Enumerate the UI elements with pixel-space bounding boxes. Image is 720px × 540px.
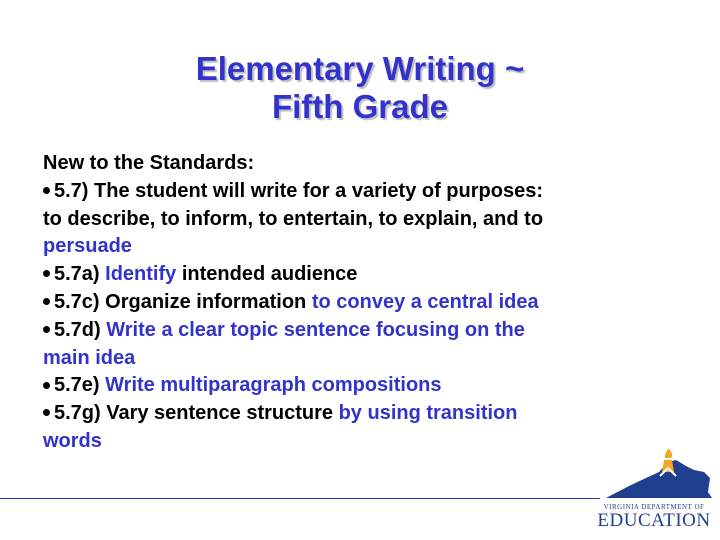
list-item [43,261,663,289]
list-item-text: main idea [43,346,136,369]
list-item [43,178,663,261]
list-item-text: 5.7c) Organize information [54,290,312,313]
list-item [43,372,663,400]
list-item-text: 5.7g) Vary sentence structure [54,402,339,425]
bullet-icon [43,187,50,194]
list-item-text: 5.7e) [54,374,106,397]
title-line-1: Elementary Writing ~ [195,50,525,87]
standards-list [43,178,663,456]
bullet-icon [43,382,50,389]
list-item-text: to convey a central idea [311,290,539,313]
footer-divider [0,498,600,499]
list-item [43,400,663,456]
slide-title [0,50,720,126]
bullet-icon [43,298,50,305]
list-item-text: persuade [43,235,132,258]
virginia-state-icon [604,448,714,503]
list-item-text: Write multiparagraph compositions [105,374,442,397]
intro-text: New to the Standards: [43,152,255,174]
bullet-icon [43,270,50,277]
list-item-text: words [43,429,102,452]
list-item-text: intended audience [176,263,358,286]
title-line-2: Fifth Grade [271,88,448,125]
bullet-icon [43,409,50,416]
logo-line-2: EDUCATION [597,510,711,531]
list-item-text: 5.7d) [54,318,107,341]
list-item [43,317,663,373]
list-item-text: Identify [105,263,177,286]
list-item-text: by using transition [338,402,518,425]
list-item [43,289,663,317]
list-item-text: Write a clear topic sentence focusing on the [106,318,525,341]
slide-body [43,150,663,456]
list-item-text: 5.7) The student will write for a variety of purposes: [54,179,543,202]
vdoe-logo [596,448,716,534]
list-item-text: 5.7a) [54,263,106,286]
list-item-text: to describe, to inform, to entertain, to explain, and to [43,207,544,230]
logo-line-1: VIRGINIA DEPARTMENT OF [603,503,705,511]
bullet-icon [43,326,50,333]
